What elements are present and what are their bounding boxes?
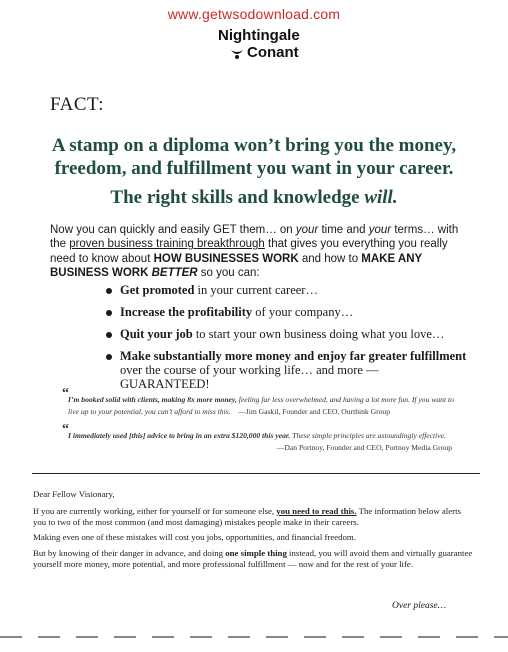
intro-text: and how to (298, 252, 362, 265)
list-item (108, 327, 468, 341)
bullet-bold: Increase the profitability (120, 305, 253, 319)
bullet-text: over the course of your working life… and more — GUARANTEED! (120, 363, 379, 391)
quote-text: These simple principles are astoundingly effective. (290, 431, 446, 440)
logo-line2-row (218, 44, 318, 61)
headline: A stamp on a diploma won’t bring you the money, freedom, and fulfillment you want in your career. (51, 135, 457, 179)
bullet-bold: Get promoted (120, 283, 195, 297)
intro-text: your (295, 224, 319, 236)
nightingale-conant-logo (218, 27, 318, 61)
subhead-text: The right skills and knowledge (110, 187, 365, 208)
letter-text: The information below alerts you to two of the most common (and most damaging) mistakes people make in their careers. (33, 506, 461, 527)
letter-text: But by knowing of their danger in advance, and doing (33, 548, 226, 558)
logo-line1: Nightingale (218, 27, 300, 44)
intro-text: so you can: (197, 267, 260, 280)
quote-mark-icon: “ (62, 422, 69, 437)
intro-bold: MAKE ANY BUSINESS WORK (50, 252, 422, 280)
list-item (108, 305, 468, 319)
bird-icon (230, 46, 244, 60)
intro-text: terms… with the (50, 224, 459, 251)
intro-bold-italic: BETTER (151, 267, 198, 280)
subhead-emphasis: will. (364, 187, 398, 208)
quote-mark-icon: “ (62, 386, 69, 401)
intro-underlined: proven business training breakthrough (69, 238, 265, 251)
quote-bold: I’m booked solid with clients, making 8x more money, (68, 395, 237, 404)
fact-heading: FACT: (50, 94, 104, 115)
bullet-bold: Quit your job (120, 327, 193, 341)
bottom-dashed-rule (0, 636, 508, 638)
letter-paragraph-1 (33, 506, 473, 528)
letter-text: instead, you will avoid them and virtually guarantee yourself more money, more potential, and more professional fulfillment — now and for the rest of your life. (33, 548, 473, 569)
intro-text: your (368, 224, 392, 236)
bullet-bold: Make substantially more money and enjoy far greater fulfillment (120, 349, 467, 363)
quote-attribution: —Dan Portnoy, Founder and CEO, Portnoy Media Group (276, 443, 452, 452)
logo-line2: Conant (247, 44, 299, 61)
benefits-list (108, 283, 468, 399)
quote-attribution: —Jim Gaskil, Founder and CEO, Ourthink Group (238, 407, 391, 416)
intro-text: Now you can quickly and easily GET them… on (50, 224, 296, 236)
quote-attribution-row (68, 442, 458, 454)
quote-bold: I immediately used [this] advice to bring in an extra $120,000 this year. (68, 431, 291, 440)
letter-paragraph-3 (33, 548, 473, 570)
letter-salutation: Dear Fellow Visionary, (33, 489, 115, 499)
testimonial-quote (62, 386, 458, 418)
intro-text: that gives you everything you really need to know about (50, 238, 448, 265)
subheadline (20, 187, 488, 209)
letter-paragraph-2: Making even one of these mistakes will cost you jobs, opportunities, and financial freedom. (33, 532, 356, 542)
quote-text: feeling far less overwhelmed, and having a lot more fun. If you want to live up to your potential, you can’t afford to miss this. (68, 395, 454, 416)
letter-text: If you are currently working, either for yourself or for someone else, (33, 506, 277, 516)
list-item (108, 349, 468, 391)
testimonial-quote (62, 422, 458, 454)
bullet-text: in your current career… (194, 283, 318, 297)
watermark: www.getwsodownload.com (167, 6, 341, 22)
letter-emphasis: you need to read this. (276, 506, 357, 516)
intro-paragraph (50, 223, 470, 281)
intro-text: time and (318, 224, 369, 236)
bullet-text: of your company… (252, 305, 354, 319)
letter-emphasis: one simple thing (225, 548, 287, 558)
divider (32, 473, 480, 474)
list-item (108, 283, 468, 297)
bullet-text: to start your own business doing what you love… (192, 327, 445, 341)
intro-bold: HOW BUSINESSES WORK (153, 252, 299, 265)
over-please: Over please… (392, 601, 447, 611)
